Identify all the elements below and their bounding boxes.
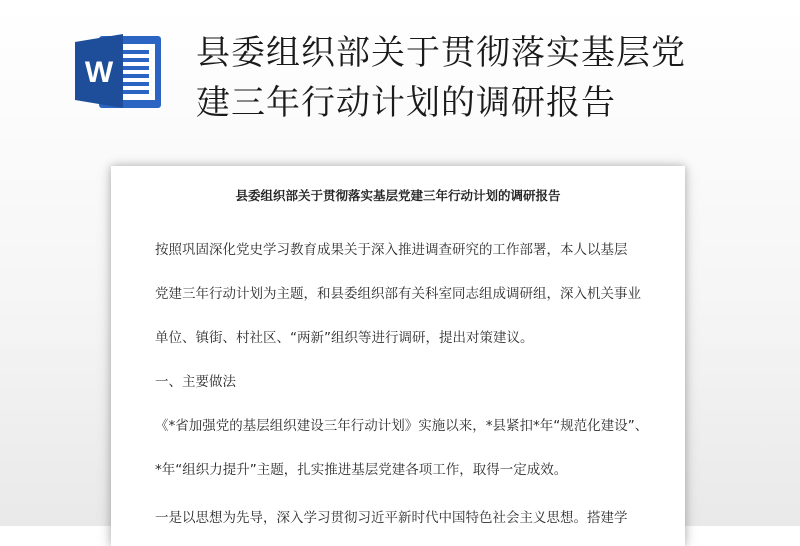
document-line-3: 单位、镇街、村社区、“两新”组织等进行调研，提出对策建议。 [155, 330, 534, 346]
word-document-icon [73, 30, 165, 110]
document-line-7: 一是以思想为先导，深入学习贯彻习近平新时代中国特色社会主义思想。搭建学 [155, 510, 628, 526]
document-page [111, 166, 685, 546]
document-line-2: 党建三年行动计划为主题，和县委组织部有关科室同志组成调研组，深入机关事业 [155, 286, 641, 302]
document-line-1: 按照巩固深化党史学习教育成果关于深入推进调查研究的工作部署，本人以基层 [155, 242, 628, 258]
page-title [196, 28, 776, 128]
word-icon-letter: W [84, 56, 114, 89]
document-title: 县委组织部关于贯彻落实基层党建三年行动计划的调研报告 [235, 188, 561, 203]
page-title-line-2: 建三年行动计划的调研报告 [196, 83, 616, 123]
page-title-line-1: 县委组织部关于贯彻落实基层党 [196, 33, 686, 73]
document-heading: 一、主要做法 [155, 374, 236, 390]
document-line-5: 《*省加强党的基层组织建设三年行动计划》实施以来，*县紧扣*年“规范化建设”、 [155, 418, 649, 434]
document-line-6: *年“组织力提升”主题，扎实推进基层党建各项工作，取得一定成效。 [155, 462, 568, 478]
